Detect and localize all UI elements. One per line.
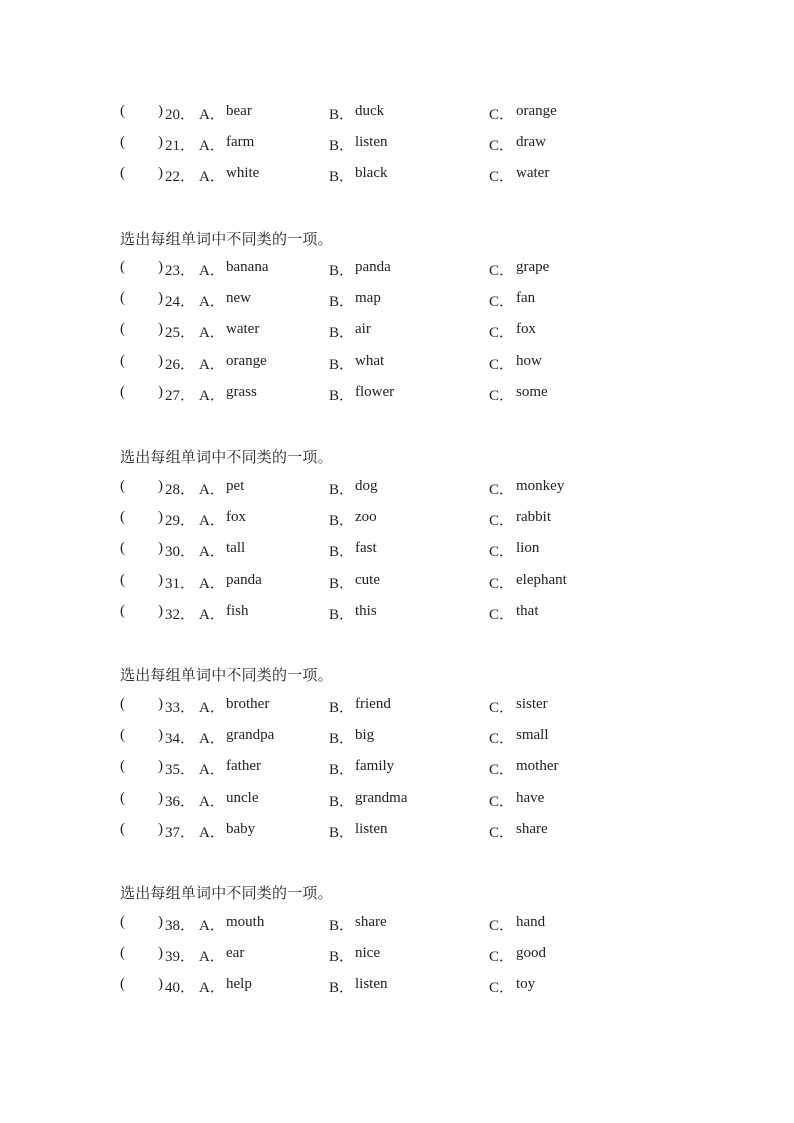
answer-paren-open[interactable]: (: [120, 758, 125, 775]
option-a-letter: A．: [199, 263, 225, 279]
answer-paren-open[interactable]: (: [120, 290, 125, 307]
option-a-letter: A．: [199, 762, 225, 779]
answer-paren-open[interactable]: (: [120, 540, 125, 557]
option-c-letter: C．: [489, 513, 515, 530]
option-c-letter: C．: [489, 169, 515, 186]
answer-paren-close: ): [158, 540, 163, 557]
option-c-word: some: [516, 383, 548, 400]
option-b-letter: B．: [329, 138, 355, 155]
option-c-word: water: [516, 165, 550, 182]
option-a-word: farm: [226, 134, 255, 151]
option-c-letter: C．: [489, 731, 515, 748]
option-a-letter: A．: [199, 482, 225, 498]
answer-paren-close: ): [158, 103, 163, 119]
option-c-letter: C．: [489, 107, 515, 123]
question-row: [0, 758, 794, 778]
option-c-letter: C．: [489, 606, 515, 623]
answer-paren-close: ): [158, 352, 163, 369]
option-b-letter: B．: [329, 606, 355, 623]
option-b-letter: B．: [329, 107, 355, 123]
question-number: 20．: [165, 107, 196, 123]
option-c-letter: C．: [489, 700, 515, 716]
option-b-letter: B．: [329, 824, 355, 841]
option-c-word: grape: [516, 259, 550, 275]
answer-paren-open[interactable]: (: [120, 478, 125, 494]
question-row: [0, 945, 794, 965]
answer-paren-close: ): [158, 571, 163, 588]
option-a-word: grandpa: [226, 727, 275, 744]
option-a-letter: A．: [199, 606, 225, 623]
option-a-letter: A．: [199, 325, 225, 342]
option-c-word: small: [516, 727, 549, 744]
option-a-word: tall: [226, 540, 246, 557]
option-b-letter: B．: [329, 700, 355, 716]
question-number: 37．: [165, 824, 196, 841]
option-a-word: baby: [226, 820, 256, 837]
option-b-word: listen: [355, 976, 388, 993]
option-c-word: elephant: [516, 571, 567, 588]
option-a-word: white: [226, 165, 260, 182]
answer-paren-open[interactable]: (: [120, 259, 125, 275]
answer-paren-open[interactable]: (: [120, 352, 125, 369]
option-a-letter: A．: [199, 294, 225, 311]
answer-paren-open[interactable]: (: [120, 696, 125, 712]
question-row: [0, 353, 794, 373]
question-number: 39．: [165, 949, 196, 966]
option-a-word: uncle: [226, 789, 259, 806]
option-b-word: flower: [355, 383, 395, 400]
option-a-letter: A．: [199, 169, 225, 186]
option-b-word: fast: [355, 540, 377, 557]
option-b-letter: B．: [329, 980, 355, 997]
option-b-word: duck: [355, 103, 385, 119]
option-b-letter: B．: [329, 169, 355, 186]
answer-paren-close: ): [158, 602, 163, 619]
option-c-letter: C．: [489, 263, 515, 279]
question-number: 35．: [165, 762, 196, 779]
option-b-word: friend: [355, 696, 391, 712]
option-b-letter: B．: [329, 482, 355, 498]
option-c-word: how: [516, 352, 542, 369]
option-c-word: monkey: [516, 478, 565, 494]
option-c-letter: C．: [489, 482, 515, 498]
option-a-letter: A．: [199, 513, 225, 530]
answer-paren-close: ): [158, 259, 163, 275]
answer-paren-close: ): [158, 914, 163, 930]
option-b-word: panda: [355, 259, 391, 275]
option-a-letter: A．: [199, 918, 225, 934]
question-row: [0, 103, 794, 123]
answer-paren-open[interactable]: (: [120, 789, 125, 806]
question-number: 25．: [165, 325, 196, 342]
option-a-letter: A．: [199, 731, 225, 748]
option-b-letter: B．: [329, 762, 355, 779]
answer-paren-open[interactable]: (: [120, 509, 125, 526]
option-b-letter: B．: [329, 575, 355, 592]
option-b-word: zoo: [355, 509, 377, 526]
option-c-letter: C．: [489, 325, 515, 342]
question-row: [0, 509, 794, 529]
option-c-letter: C．: [489, 762, 515, 779]
option-c-word: fox: [516, 321, 536, 338]
question-row: [0, 321, 794, 341]
option-b-letter: B．: [329, 918, 355, 934]
option-a-letter: A．: [199, 387, 225, 404]
answer-paren-close: ): [158, 727, 163, 744]
option-a-word: banana: [226, 259, 269, 275]
answer-paren-close: ): [158, 696, 163, 712]
option-a-letter: A．: [199, 824, 225, 841]
option-b-word: family: [355, 758, 395, 775]
answer-paren-open[interactable]: (: [120, 571, 125, 588]
option-c-word: have: [516, 789, 545, 806]
question-row: [0, 134, 794, 154]
option-a-letter: A．: [199, 575, 225, 592]
option-c-letter: C．: [489, 575, 515, 592]
option-a-word: orange: [226, 352, 267, 369]
question-number: 23．: [165, 263, 196, 279]
answer-paren-open[interactable]: (: [120, 165, 125, 182]
option-a-letter: A．: [199, 544, 225, 561]
answer-paren-open[interactable]: (: [120, 945, 125, 962]
option-b-word: grandma: [355, 789, 408, 806]
option-b-letter: B．: [329, 356, 355, 373]
question-row: [0, 727, 794, 747]
option-b-letter: B．: [329, 949, 355, 966]
option-b-letter: B．: [329, 513, 355, 530]
answer-paren-close: ): [158, 478, 163, 494]
section-instruction: 选出每组单词中不同类的一项。: [120, 666, 333, 684]
question-row: [0, 478, 794, 498]
option-c-word: sister: [516, 696, 548, 712]
answer-paren-close: ): [158, 945, 163, 962]
option-b-letter: B．: [329, 387, 355, 404]
option-c-word: that: [516, 602, 539, 619]
option-c-letter: C．: [489, 949, 515, 966]
option-c-letter: C．: [489, 294, 515, 311]
option-c-letter: C．: [489, 793, 515, 810]
question-number: 31．: [165, 575, 196, 592]
option-a-letter: A．: [199, 700, 225, 716]
option-c-word: orange: [516, 103, 557, 119]
option-b-word: what: [355, 352, 385, 369]
question-number: 28．: [165, 482, 196, 498]
answer-paren-open[interactable]: (: [120, 103, 125, 119]
answer-paren-close: ): [158, 758, 163, 775]
option-a-letter: A．: [199, 793, 225, 810]
answer-paren-close: ): [158, 383, 163, 400]
option-b-word: dog: [355, 478, 378, 494]
question-row: [0, 603, 794, 623]
answer-paren-open[interactable]: (: [120, 383, 125, 400]
question-number: 26．: [165, 356, 196, 373]
question-row: [0, 790, 794, 810]
question-number: 32．: [165, 606, 196, 623]
answer-paren-close: ): [158, 789, 163, 806]
option-b-word: big: [355, 727, 375, 744]
question-number: 34．: [165, 731, 196, 748]
answer-paren-close: ): [158, 820, 163, 837]
option-a-letter: A．: [199, 356, 225, 373]
option-c-letter: C．: [489, 980, 515, 997]
answer-paren-close: ): [158, 321, 163, 338]
option-b-letter: B．: [329, 325, 355, 342]
option-c-letter: C．: [489, 138, 515, 155]
question-row: [0, 259, 794, 279]
option-b-word: black: [355, 165, 388, 182]
option-b-letter: B．: [329, 793, 355, 810]
option-c-word: mother: [516, 758, 559, 775]
question-row: [0, 976, 794, 996]
question-row: [0, 290, 794, 310]
option-b-word: map: [355, 290, 381, 307]
question-number: 38．: [165, 918, 196, 934]
option-c-word: share: [516, 820, 548, 837]
answer-paren-open[interactable]: (: [120, 321, 125, 338]
question-number: 33．: [165, 700, 196, 716]
answer-paren-close: ): [158, 290, 163, 307]
option-b-word: air: [355, 321, 371, 338]
answer-paren-close: ): [158, 134, 163, 151]
question-number: 27．: [165, 387, 196, 404]
option-b-word: listen: [355, 134, 388, 151]
option-a-word: grass: [226, 383, 257, 400]
option-a-word: panda: [226, 571, 262, 588]
section-instruction: 选出每组单词中不同类的一项。: [120, 230, 333, 248]
question-row: [0, 914, 794, 934]
option-a-letter: A．: [199, 949, 225, 966]
option-a-word: pet: [226, 478, 245, 494]
option-c-letter: C．: [489, 918, 515, 934]
option-b-word: cute: [355, 571, 380, 588]
option-c-word: hand: [516, 914, 546, 930]
option-c-word: lion: [516, 540, 540, 557]
option-c-word: toy: [516, 976, 536, 993]
option-a-letter: A．: [199, 980, 225, 997]
question-row: [0, 165, 794, 185]
option-c-letter: C．: [489, 356, 515, 373]
option-a-word: water: [226, 321, 260, 338]
option-b-letter: B．: [329, 731, 355, 748]
section-instruction: 选出每组单词中不同类的一项。: [120, 884, 333, 902]
option-b-word: nice: [355, 945, 380, 962]
question-row: [0, 821, 794, 841]
option-a-word: ear: [226, 945, 245, 962]
option-c-word: rabbit: [516, 509, 551, 526]
option-c-word: good: [516, 945, 546, 962]
option-a-word: fish: [226, 602, 249, 619]
answer-paren-open[interactable]: (: [120, 727, 125, 744]
option-a-letter: A．: [199, 138, 225, 155]
section-instruction: 选出每组单词中不同类的一项。: [120, 448, 333, 466]
option-a-word: father: [226, 758, 261, 775]
answer-paren-open[interactable]: (: [120, 976, 125, 993]
answer-paren-open[interactable]: (: [120, 820, 125, 837]
option-a-word: new: [226, 290, 251, 307]
question-row: [0, 572, 794, 592]
option-a-word: mouth: [226, 914, 265, 930]
option-c-letter: C．: [489, 387, 515, 404]
option-b-word: share: [355, 914, 387, 930]
answer-paren-close: ): [158, 165, 163, 182]
option-b-letter: B．: [329, 263, 355, 279]
option-c-letter: C．: [489, 824, 515, 841]
option-b-letter: B．: [329, 544, 355, 561]
question-row: [0, 696, 794, 716]
question-number: 21．: [165, 138, 196, 155]
option-c-word: draw: [516, 134, 546, 151]
option-b-word: listen: [355, 820, 388, 837]
option-b-word: this: [355, 602, 377, 619]
question-number: 29．: [165, 513, 196, 530]
question-row: [0, 540, 794, 560]
option-a-letter: A．: [199, 107, 225, 123]
answer-paren-open[interactable]: (: [120, 134, 125, 151]
option-a-word: bear: [226, 103, 252, 119]
option-a-word: fox: [226, 509, 246, 526]
option-c-word: fan: [516, 290, 536, 307]
question-number: 36．: [165, 793, 196, 810]
answer-paren-open[interactable]: (: [120, 914, 125, 930]
question-number: 22．: [165, 169, 196, 186]
answer-paren-close: ): [158, 976, 163, 993]
question-number: 24．: [165, 294, 196, 311]
question-row: [0, 384, 794, 404]
answer-paren-close: ): [158, 509, 163, 526]
question-number: 30．: [165, 544, 196, 561]
option-b-letter: B．: [329, 294, 355, 311]
answer-paren-open[interactable]: (: [120, 602, 125, 619]
option-a-word: brother: [226, 696, 270, 712]
option-c-letter: C．: [489, 544, 515, 561]
question-number: 40．: [165, 980, 196, 997]
option-a-word: help: [226, 976, 252, 993]
